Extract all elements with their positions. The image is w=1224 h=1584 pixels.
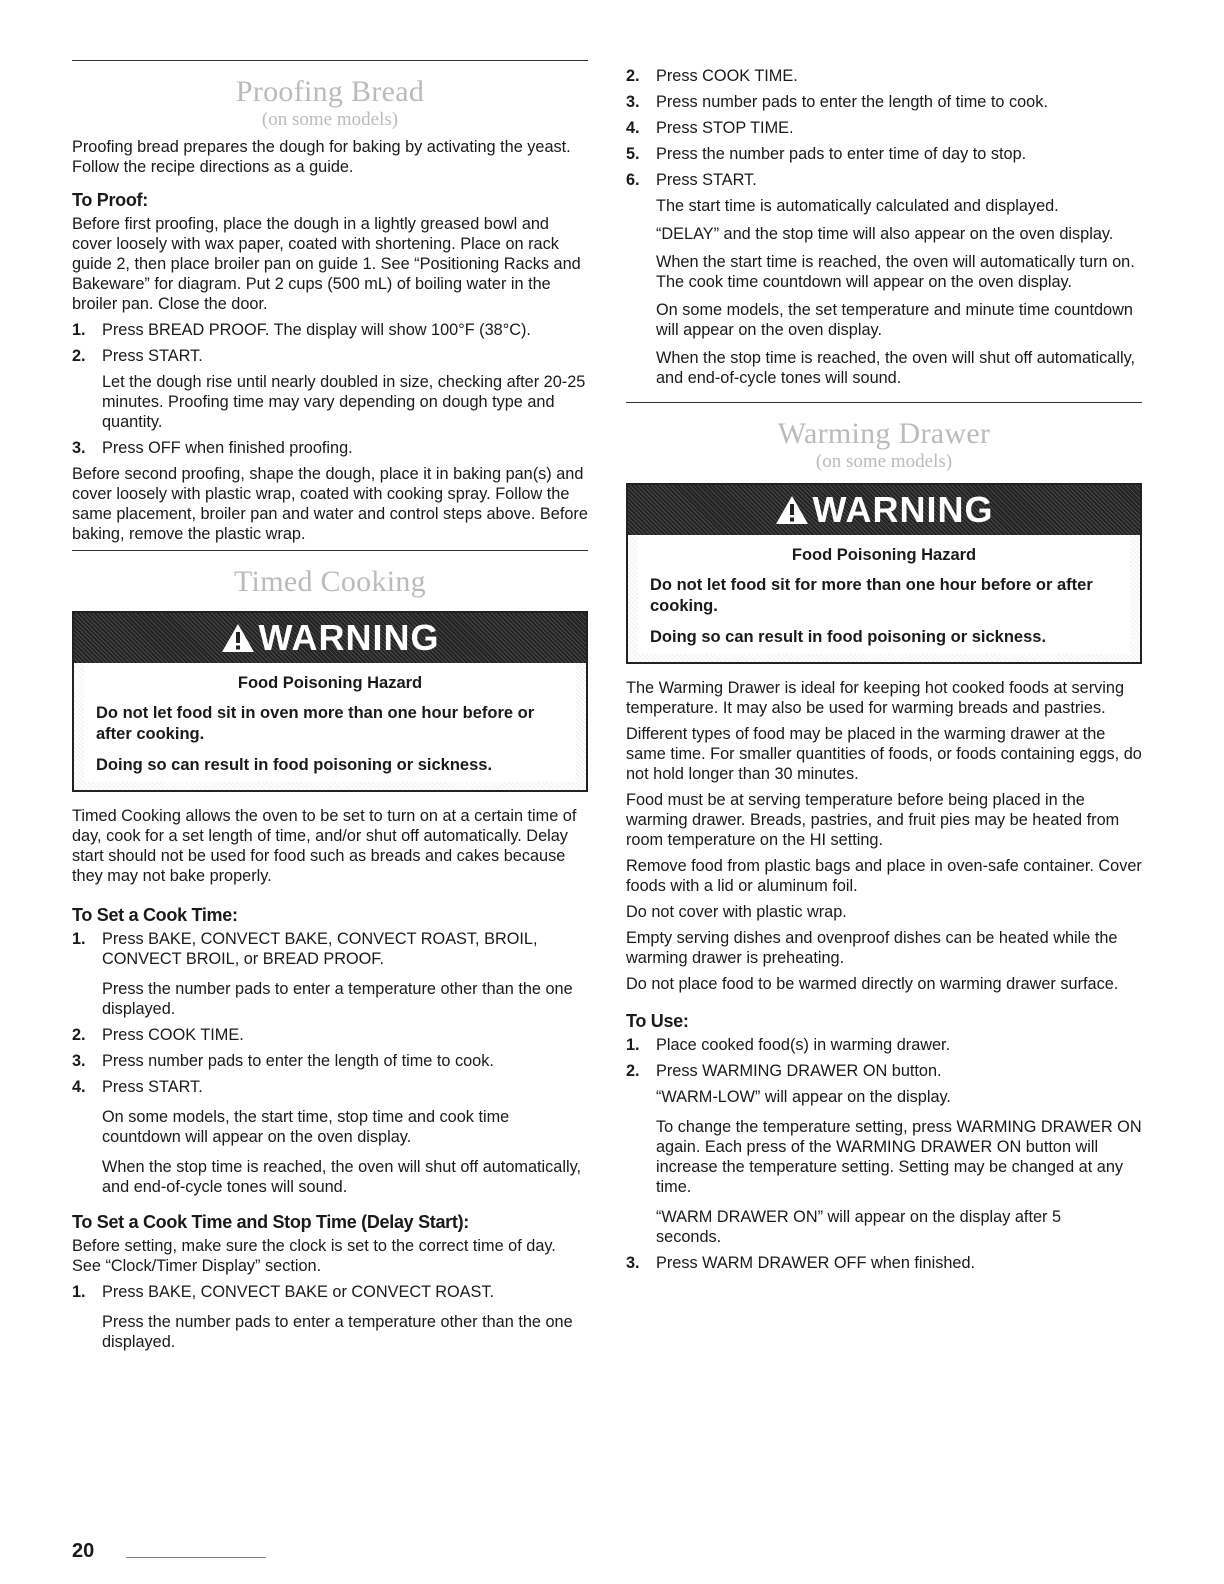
step-text: Press START.	[102, 1078, 203, 1096]
step-note: When the stop time is reached, the oven will shut off automatically, and end-of-cycle tones will sound.	[102, 1158, 582, 1196]
step-note: When the start time is reached, the oven will automatically turn on. The cook time countdown will appear on the oven display.	[656, 253, 1135, 291]
timed-cooking-title: Timed Cooking	[233, 565, 426, 598]
step-number: 1.	[72, 1283, 86, 1301]
step-number: 3.	[72, 439, 86, 457]
step-text: Press number pads to enter the length of time to cook.	[102, 1052, 494, 1070]
step-text: Press OFF when finished proofing.	[102, 439, 353, 457]
step-text: Press BREAD PROOF. The display will show 100°F (38°C).	[102, 321, 531, 339]
step-text: Press START.	[656, 171, 757, 189]
list-item	[626, 66, 1142, 86]
warning-hazard-title: Food Poisoning Hazard	[791, 546, 977, 564]
right-column	[626, 66, 1142, 1279]
delay-start-heading: To Set a Cook Time and Stop Time (Delay Start):	[72, 1212, 469, 1232]
step-text: Press WARM DRAWER OFF when finished.	[656, 1254, 976, 1272]
list-item	[626, 118, 1142, 138]
warning-triangle-icon	[221, 622, 255, 654]
step-number: 5.	[626, 145, 640, 163]
warning-label: WARNING	[812, 489, 994, 530]
step-note: On some models, the start time, stop time and cook time countdown will appear on the oven display.	[102, 1108, 510, 1146]
step-note: “DELAY” and the stop time will also appear on the oven display.	[656, 225, 1114, 243]
warning-banner	[628, 485, 1140, 535]
list-item	[72, 1025, 588, 1045]
step-number: 4.	[626, 119, 640, 137]
section-divider	[72, 60, 588, 61]
step-number: 3.	[72, 1052, 86, 1070]
list-item	[72, 1051, 588, 1071]
warning-hazard-title: Food Poisoning Hazard	[237, 674, 423, 692]
list-item	[72, 320, 588, 340]
warning-text: Doing so can result in food poisoning or sickness.	[650, 628, 1047, 646]
list-item	[72, 929, 588, 1019]
to-proof-heading: To Proof:	[72, 190, 148, 210]
warming-paragraph: Do not cover with plastic wrap.	[626, 903, 847, 921]
left-column	[72, 60, 588, 1358]
step-number: 2.	[626, 1062, 640, 1080]
warming-paragraph: Food must be at serving temperature before being placed in the warming drawer. Breads, pastries, and fruit pies may be heated from room temperature on the HI setting.	[626, 791, 1120, 849]
delay-steps-continued	[626, 66, 1142, 388]
footer-rule	[126, 1557, 266, 1558]
warning-label: WARNING	[258, 617, 440, 658]
list-item	[626, 1035, 1142, 1055]
step-text: Press STOP TIME.	[656, 119, 794, 137]
warming-paragraph: Do not place food to be warmed directly on warming drawer surface.	[626, 975, 1119, 993]
list-item	[72, 438, 588, 458]
list-item	[626, 1061, 1142, 1247]
warming-paragraph: Remove food from plastic bags and place in oven-safe container. Cover foods with a lid or aluminum foil.	[626, 857, 1142, 895]
second-proofing-text: Before second proofing, shape the dough, place it in baking pan(s) and cover loosely with plastic wrap, coated with cooking spray. Follow the same placement, broiler pan and water and control steps above. Before baking, remove the plastic wrap.	[72, 465, 588, 543]
step-note: Press the number pads to enter a temperature other than the one displayed.	[102, 1313, 573, 1351]
step-note: Let the dough rise until nearly doubled in size, checking after 20-25 minutes. Proofing time may vary depending on dough type and quantity.	[102, 373, 586, 431]
to-proof-text: Before first proofing, place the dough in a lightly greased bowl and cover loosely with wax paper, coated with shortening. Place on rack guide 2, then place broiler pan on guide 1. See “Positioning Racks and Bakeware” for diagram. Put 2 cups (500 mL) of boiling water in the broiler pan. Close the door.	[72, 215, 581, 313]
warning-body	[638, 535, 1130, 654]
step-text: Place cooked food(s) in warming drawer.	[656, 1036, 951, 1054]
step-text: Press BAKE, CONVECT BAKE, CONVECT ROAST, BROIL, CONVECT BROIL, or BREAD PROOF.	[102, 930, 538, 968]
list-item	[626, 170, 1142, 388]
step-text: Press COOK TIME.	[102, 1026, 244, 1044]
timed-intro: Timed Cooking allows the oven to be set to turn on at a certain time of day, cook for a set length of time, and/or shut off automatically. Delay start should not be used for food such as breads and cakes because they may not bake properly.	[72, 807, 577, 885]
warning-box	[626, 483, 1142, 664]
step-number: 4.	[72, 1078, 86, 1096]
section-divider	[72, 550, 588, 551]
step-number: 1.	[72, 930, 86, 948]
step-note: “WARM-LOW” will appear on the display.	[656, 1088, 951, 1106]
warning-label-wrap	[775, 485, 994, 535]
step-number: 3.	[626, 93, 640, 111]
list-item	[72, 1282, 588, 1352]
list-item	[72, 346, 588, 432]
cook-time-steps	[72, 929, 588, 1197]
step-text: Press number pads to enter the length of time to cook.	[656, 93, 1048, 111]
step-note: “WARM DRAWER ON” will appear on the display after 5 seconds.	[656, 1208, 1062, 1246]
step-number: 6.	[626, 171, 640, 189]
proofing-intro: Proofing bread prepares the dough for baking by activating the yeast. Follow the recipe directions as a guide.	[72, 138, 571, 176]
warning-banner	[74, 613, 586, 663]
step-note: On some models, the set temperature and minute time countdown will appear on the oven display.	[656, 301, 1133, 339]
step-number: 2.	[72, 347, 86, 365]
proofing-steps	[72, 320, 588, 458]
proofing-subtitle: (on some models)	[261, 109, 399, 130]
cook-time-heading: To Set a Cook Time:	[72, 905, 238, 925]
page-number: 20	[72, 1540, 95, 1562]
to-use-heading: To Use:	[626, 1011, 689, 1031]
step-note: Press the number pads to enter a temperature other than the one displayed.	[102, 980, 573, 1018]
step-text: Press BAKE, CONVECT BAKE or CONVECT ROAST.	[102, 1283, 495, 1301]
step-note: The start time is automatically calculated and displayed.	[656, 197, 1059, 215]
warming-drawer-title: Warming Drawer	[777, 417, 991, 450]
delay-steps	[72, 1282, 588, 1352]
warming-paragraph: The Warming Drawer is ideal for keeping hot cooked foods at serving temperature. It may also be used for warming breads and pastries.	[626, 679, 1125, 717]
step-number: 3.	[626, 1254, 640, 1272]
section-divider	[626, 402, 1142, 403]
step-note: When the stop time is reached, the oven will shut off automatically, and end-of-cycle tones will sound.	[656, 349, 1136, 387]
list-item	[626, 92, 1142, 112]
warning-box	[72, 611, 588, 792]
step-number: 2.	[626, 67, 640, 85]
step-text: Press the number pads to enter time of day to stop.	[656, 145, 1027, 163]
list-item	[72, 1077, 588, 1197]
delay-intro: Before setting, make sure the clock is set to the correct time of day. See “Clock/Timer Display” section.	[72, 1237, 556, 1275]
warming-steps	[626, 1035, 1142, 1273]
step-note: To change the temperature setting, press WARMING DRAWER ON again. Each press of the WARMING DRAWER ON button will increase the temperature setting. Setting may be changed at any time.	[656, 1118, 1142, 1196]
step-text: Press COOK TIME.	[656, 67, 798, 85]
warming-paragraph: Empty serving dishes and ovenproof dishes can be heated while the warming drawer is preheating.	[626, 929, 1118, 967]
warning-triangle-icon	[775, 494, 809, 526]
list-item	[626, 1253, 1142, 1273]
step-number: 1.	[626, 1036, 640, 1054]
warning-label-wrap	[221, 613, 440, 663]
warning-text: Do not let food sit in oven more than one hour before or after cooking.	[96, 704, 535, 743]
warming-paragraph: Different types of food may be placed in the warming drawer at the same time. For smaller quantities of foods, or foods containing eggs, do not hold longer than 30 minutes.	[626, 725, 1142, 783]
step-number: 1.	[72, 321, 86, 339]
step-text: Press WARMING DRAWER ON button.	[656, 1062, 942, 1080]
warning-body	[84, 663, 576, 782]
proofing-title: Proofing Bread	[235, 75, 425, 108]
step-number: 2.	[72, 1026, 86, 1044]
step-text: Press START.	[102, 347, 203, 365]
warning-text: Do not let food sit for more than one hour before or after cooking.	[650, 576, 1093, 615]
list-item	[626, 144, 1142, 164]
warming-drawer-subtitle: (on some models)	[815, 451, 953, 472]
warning-text: Doing so can result in food poisoning or sickness.	[96, 756, 493, 774]
